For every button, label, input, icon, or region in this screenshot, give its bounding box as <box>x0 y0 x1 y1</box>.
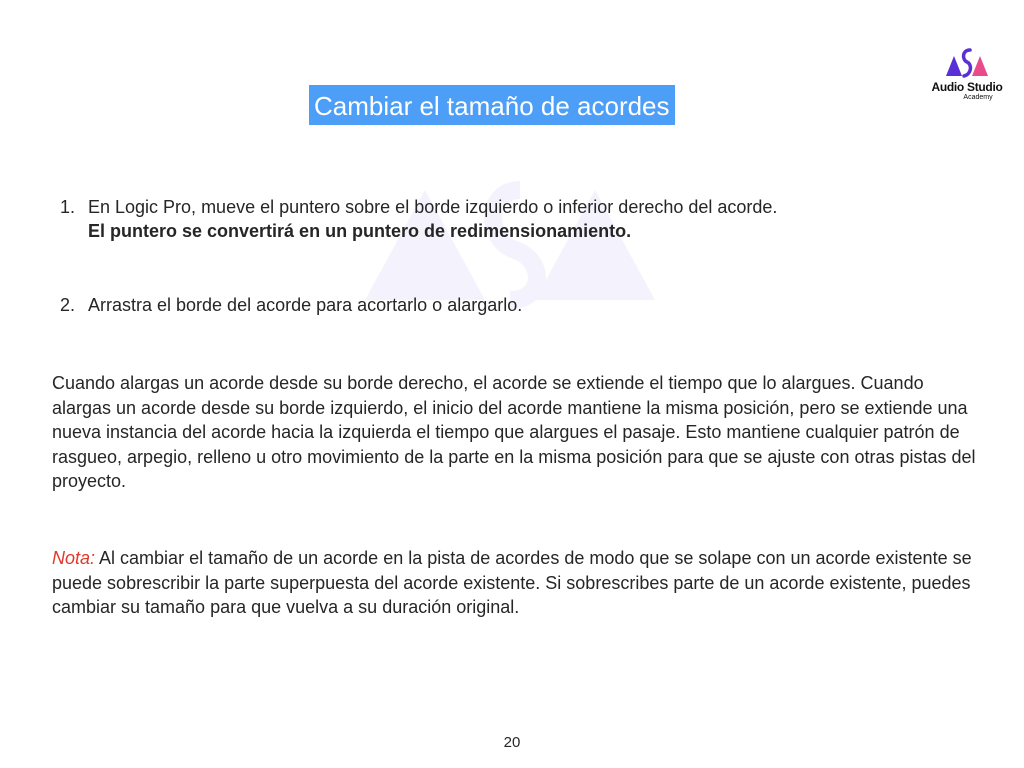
step-text: En Logic Pro, mueve el puntero sobre el borde izquierdo o inferior derecho del acorde. <box>88 197 778 217</box>
page-title: Cambiar el tamaño de acordes <box>309 85 675 125</box>
body-paragraph: Cuando alargas un acorde desde su borde derecho, el acorde se extiende el tiempo que lo alargues. Cuando alargas un acorde desde su borde izquierdo, el inicio del acorde mantiene la misma posición, pero se extiende una nueva instancia del acorde hacia la izquierda el tiempo que alargues el pasaje. Esto mantiene cualquier patrón de rasgueo, arpegio, relleno u otro movimiento de la parte en la misma posición para que se ajuste con otras pistas del proyecto. <box>52 373 976 491</box>
note-text: Al cambiar el tamaño de un acorde en la pista de acordes de modo que se solape con un acorde existente se puede sobrescribir la parte superpuesta del acorde existente. Si sobrescribes parte de un acorde existente, puedes cambiar su tamaño para que vuelva a su duración original. <box>52 548 972 617</box>
brand-name: Audio Studio <box>931 80 1003 94</box>
step-2 <box>60 293 960 317</box>
note-paragraph <box>52 546 982 620</box>
step-number: 2. <box>60 295 76 315</box>
note-label: Nota: <box>52 548 96 568</box>
brand-logo <box>926 46 1008 106</box>
step-number: 1. <box>60 197 76 217</box>
step-text: Arrastra el borde del acorde para acortarlo o alargarlo. <box>88 295 523 315</box>
step-bold-text: El puntero se convertirá en un puntero de redimensionamiento. <box>88 221 632 241</box>
step-1 <box>60 195 960 243</box>
brand-logo-icon <box>944 46 990 78</box>
brand-subtitle: Academy <box>963 94 993 101</box>
step-body <box>88 195 777 243</box>
page-number: 20 <box>503 734 521 751</box>
steps-list <box>60 195 960 317</box>
